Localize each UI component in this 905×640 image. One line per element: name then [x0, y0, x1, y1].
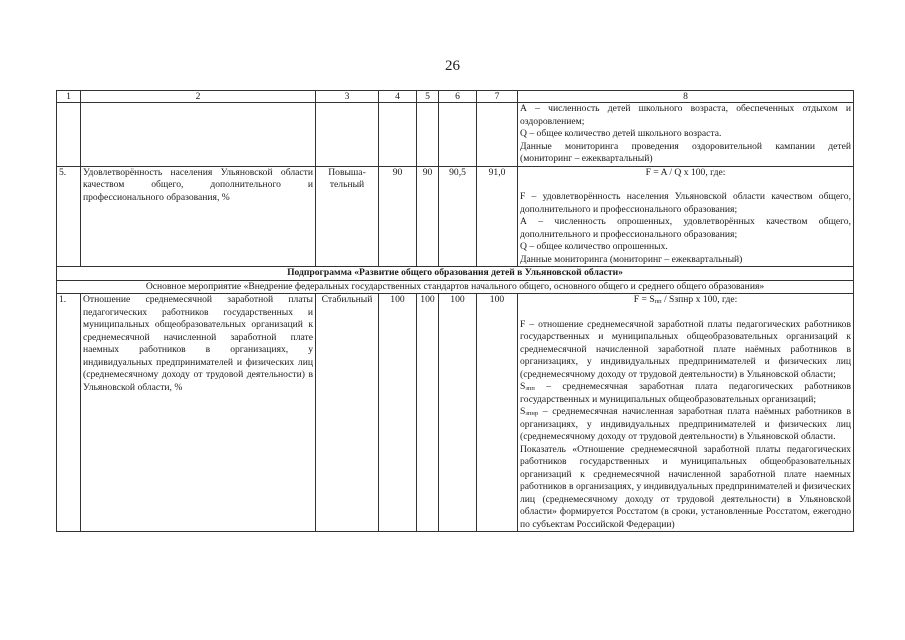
header-col-7: 7 [477, 91, 518, 103]
text-line: F – отношение среднемесячной заработной платы педагогических работников государственных и муниципальных общеобразовательных организаций к среднемесячной начисленной заработной плате наёмных работников в организациях, у индивидуальных предпринимателей и физических лиц (среднемесячному доходу от трудовой деятельности) в Ульяновской области; [520, 318, 851, 380]
text-line: F – удовлетворённость населения Ульяновской области качеством общего, дополнительного и профессионального образования; [520, 191, 851, 215]
header-col-8: 8 [518, 91, 854, 103]
text-line: $S_{зпп}$ – среднемесячная заработная плата педагогических работников государственных и муниципальных общеобразовательных организаций; [520, 381, 851, 405]
main-event-row [57, 280, 854, 294]
trend: Стабильный [316, 294, 379, 532]
methodology [518, 294, 854, 532]
text-line: Q – общее количество детей школьного возраста. [520, 128, 722, 139]
value-col-4: 100 [379, 294, 417, 532]
text-line: Q – общее количество опрошенных. [520, 241, 668, 252]
formula: $F = S_{пп}$ / Sзпнр x 100, где: [633, 294, 738, 305]
value-col-4: 90 [379, 166, 417, 267]
text-line: Данные мониторинга проведения оздоровительной кампании детей (мониторинг – ежеквартальный) [520, 140, 851, 164]
text-line: А – численность детей школьного возраста, обеспеченных отдыхом и оздоровлением; [520, 103, 851, 127]
table-row-5 [57, 166, 854, 267]
value-col-5: 100 [417, 294, 439, 532]
row-number: 5. [57, 166, 81, 267]
indicator-name: Отношение среднемесячной заработной платы педагогических работников государственных и муниципальных общеобразовательных организаций к среднемесячной начисленной заработной плате наемных работников в организациях, у индивидуальных предпринимателей и физических лиц (среднемесячному доходу от трудовой деятельности) в Ульяновской области, % [81, 294, 316, 532]
header-col-4: 4 [379, 91, 417, 103]
continuation-methodology [518, 103, 854, 167]
subprogram-row [57, 267, 854, 281]
table-header-row [57, 91, 854, 103]
value-col-7: 91,0 [477, 166, 518, 267]
header-col-1: 1 [57, 91, 81, 103]
header-col-6: 6 [439, 91, 477, 103]
row-number: 1. [57, 294, 81, 532]
continuation-row [57, 103, 854, 167]
page-number: 26 [445, 58, 460, 74]
text-line: А – численность опрошенных, удовлетворённых качеством общего, дополнительного и профессионального образования; [520, 216, 851, 240]
indicator-name: Удовлетворённость населения Ульяновской области качеством общего, дополнительного и профессионального образования, % [81, 166, 316, 267]
formula: F = A / Q x 100, где: [645, 166, 726, 178]
main-event-title: Основное мероприятие «Внедрение федеральных государственных стандартов начального общего, основного общего и среднего общего образования» [57, 280, 854, 294]
value-col-5: 90 [417, 166, 439, 267]
value-col-6: 100 [439, 294, 477, 532]
text-line: Данные мониторинга (мониторинг – ежеквартальный) [520, 253, 743, 265]
header-col-3: 3 [316, 91, 379, 103]
subprogram-title: Подпрограмма «Развитие общего образования детей в Ульяновской области» [57, 267, 854, 281]
trend: Повыша-тельный [316, 166, 379, 267]
value-col-7: 100 [477, 294, 518, 532]
methodology [518, 166, 854, 267]
header-col-2: 2 [81, 91, 316, 103]
text-line: Показатель «Отношение среднемесячной заработной платы педагогических работников государственных и муниципальных общеобразовательных организаций к среднемесячной начисленной заработной плате наемных работников в организациях, у индивидуальных предпринимателей и физических лиц (среднемесячному доходу от трудовой деятельности) в Ульяновской области» формируется Росстатом (в сроки, установленные Росстатом, ежегодно по субъектам Российской Федерации) [520, 443, 851, 530]
indicators-table [56, 90, 854, 532]
value-col-6: 90,5 [439, 166, 477, 267]
header-col-5: 5 [417, 91, 439, 103]
text-line: $S_{зпнр}$ – среднемесячная начисленная заработная плата наёмных работников в организациях, у индивидуальных предпринимателей и физических лиц (среднемесячному доходу от трудовой деятельности) в Ульяновской области. [520, 406, 851, 442]
table-row-1 [57, 294, 854, 532]
